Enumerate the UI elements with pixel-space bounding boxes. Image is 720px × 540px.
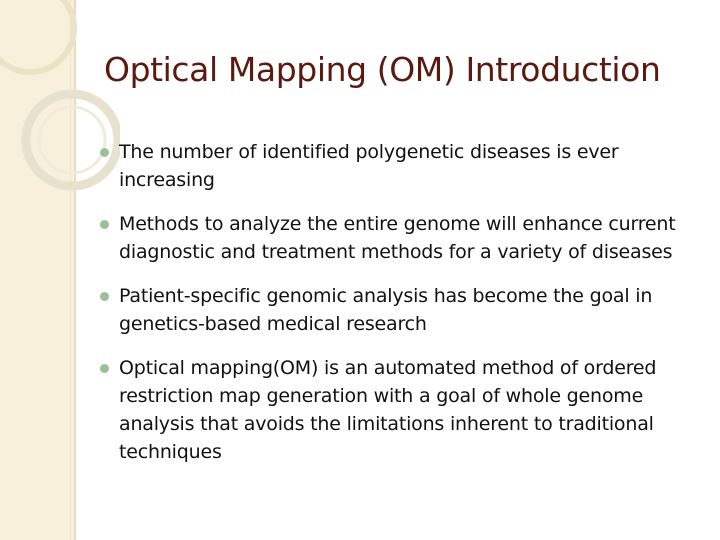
bullet-list <box>96 138 708 482</box>
bullet-text: Patient-specific genomic analysis has become the goal in genetics-based medical research <box>119 285 653 335</box>
bullet-dot-icon <box>100 220 109 229</box>
bullet-item <box>96 138 708 194</box>
bullet-text: Methods to analyze the entire genome will enhance current diagnostic and treatment methods for a variety of diseases <box>119 213 676 263</box>
bullet-item <box>96 354 708 466</box>
side-panel-divider <box>70 0 71 540</box>
bullet-dot-icon <box>100 292 109 301</box>
bullet-text: Optical mapping(OM) is an automated method of ordered restriction map generation with a goal of whole genome analysis that avoids the limitations inherent to traditional techniques <box>119 357 657 463</box>
bullet-item <box>96 210 708 266</box>
slide-title: Optical Mapping (OM) Introduction <box>104 50 661 89</box>
bullet-item <box>96 282 708 338</box>
side-panel <box>0 0 76 540</box>
bullet-text: The number of identified polygenetic diseases is ever increasing <box>119 141 619 191</box>
bullet-dot-icon <box>100 364 109 373</box>
bullet-dot-icon <box>100 148 109 157</box>
